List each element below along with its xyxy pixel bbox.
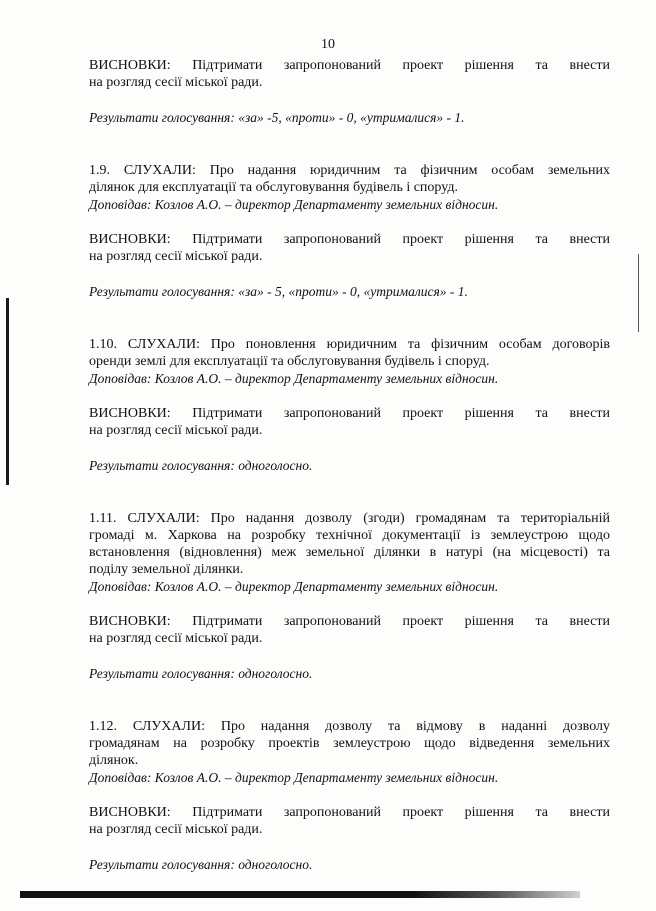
conclusion-paragraph [89,405,610,439]
text-line: ділянок для експлуатації та обслуговування будівель і споруд. [89,180,458,195]
text-line: ВИСНОВКИ: Підтримати запропонований проект рішення та внести [89,614,610,629]
vote-result: Результати голосування: одноголосно. [89,458,313,473]
conclusion-paragraph [89,613,610,647]
vote-result: Результати голосування: одноголосно. [89,857,313,872]
text-line: громаді м. Харкова на розробку технічної документації із землеустрою щодо [89,528,610,543]
text-line: 1.12. СЛУХАЛИ: Про надання дозволу та відмову в наданні дозволу [89,719,610,734]
text-line: на розгляд сесії міської ради. [89,822,263,837]
text-line: на розгляд сесії міської ради. [89,631,263,646]
speaker-line: Доповідав: Козлов А.О. – директор Департаменту земельних відносин. [89,579,499,594]
text-line: ВИСНОВКИ: Підтримати запропонований проект рішення та внести [89,232,610,247]
scan-edge-mark [638,254,639,332]
text-line: на розгляд сесії міської ради. [89,75,263,90]
text-line: оренди землі для експлуатації та обслуговування будівель і споруд. [89,354,490,369]
speaker-line: Доповідав: Козлов А.О. – директор Департаменту земельних відносин. [89,770,499,785]
conclusion-paragraph [89,231,610,265]
page-number: 10 [321,37,335,52]
text-line: громадянам на розробку проектів землеустрою щодо відведення земельних [89,736,610,751]
text-line: ВИСНОВКИ: Підтримати запропонований проект рішення та внести [89,805,610,820]
text-line: встановлення (відновлення) меж земельної ділянки в натурі (на місцевості) та [89,545,610,560]
text-line: ділянок. [89,753,139,768]
conclusion-paragraph [89,804,610,838]
text-line: ВИСНОВКИ: Підтримати запропонований проект рішення та внести [89,58,610,73]
vote-result: Результати голосування: одноголосно. [89,666,313,681]
scan-edge-mark [20,891,580,898]
text-line: на розгляд сесії міської ради. [89,423,263,438]
text-line: поділу земельної ділянки. [89,562,244,577]
speaker-line: Доповідав: Козлов А.О. – директор Департаменту земельних відносин. [89,197,499,212]
text-line: 1.9. СЛУХАЛИ: Про надання юридичним та фізичним особам земельних [89,163,610,178]
heard-paragraph [89,162,610,196]
conclusion-paragraph [89,57,610,91]
vote-result: Результати голосування: «за» -5, «проти» - 0, «утрималися» - 1. [89,110,465,125]
text-line: на розгляд сесії міської ради. [89,249,263,264]
speaker-line: Доповідав: Козлов А.О. – директор Департаменту земельних відносин. [89,371,499,386]
text-line: 1.10. СЛУХАЛИ: Про поновлення юридичним та фізичним особам договорів [89,337,610,352]
text-line: ВИСНОВКИ: Підтримати запропонований проект рішення та внести [89,406,610,421]
scan-edge-mark [6,298,9,485]
heard-paragraph [89,510,610,578]
heard-paragraph [89,718,610,769]
heard-paragraph [89,336,610,370]
document-body [89,57,610,873]
text-line: 1.11. СЛУХАЛИ: Про надання дозволу (згоди) громадянам та територіальній [89,511,610,526]
vote-result: Результати голосування: «за» - 5, «проти» - 0, «утрималися» - 1. [89,284,468,299]
